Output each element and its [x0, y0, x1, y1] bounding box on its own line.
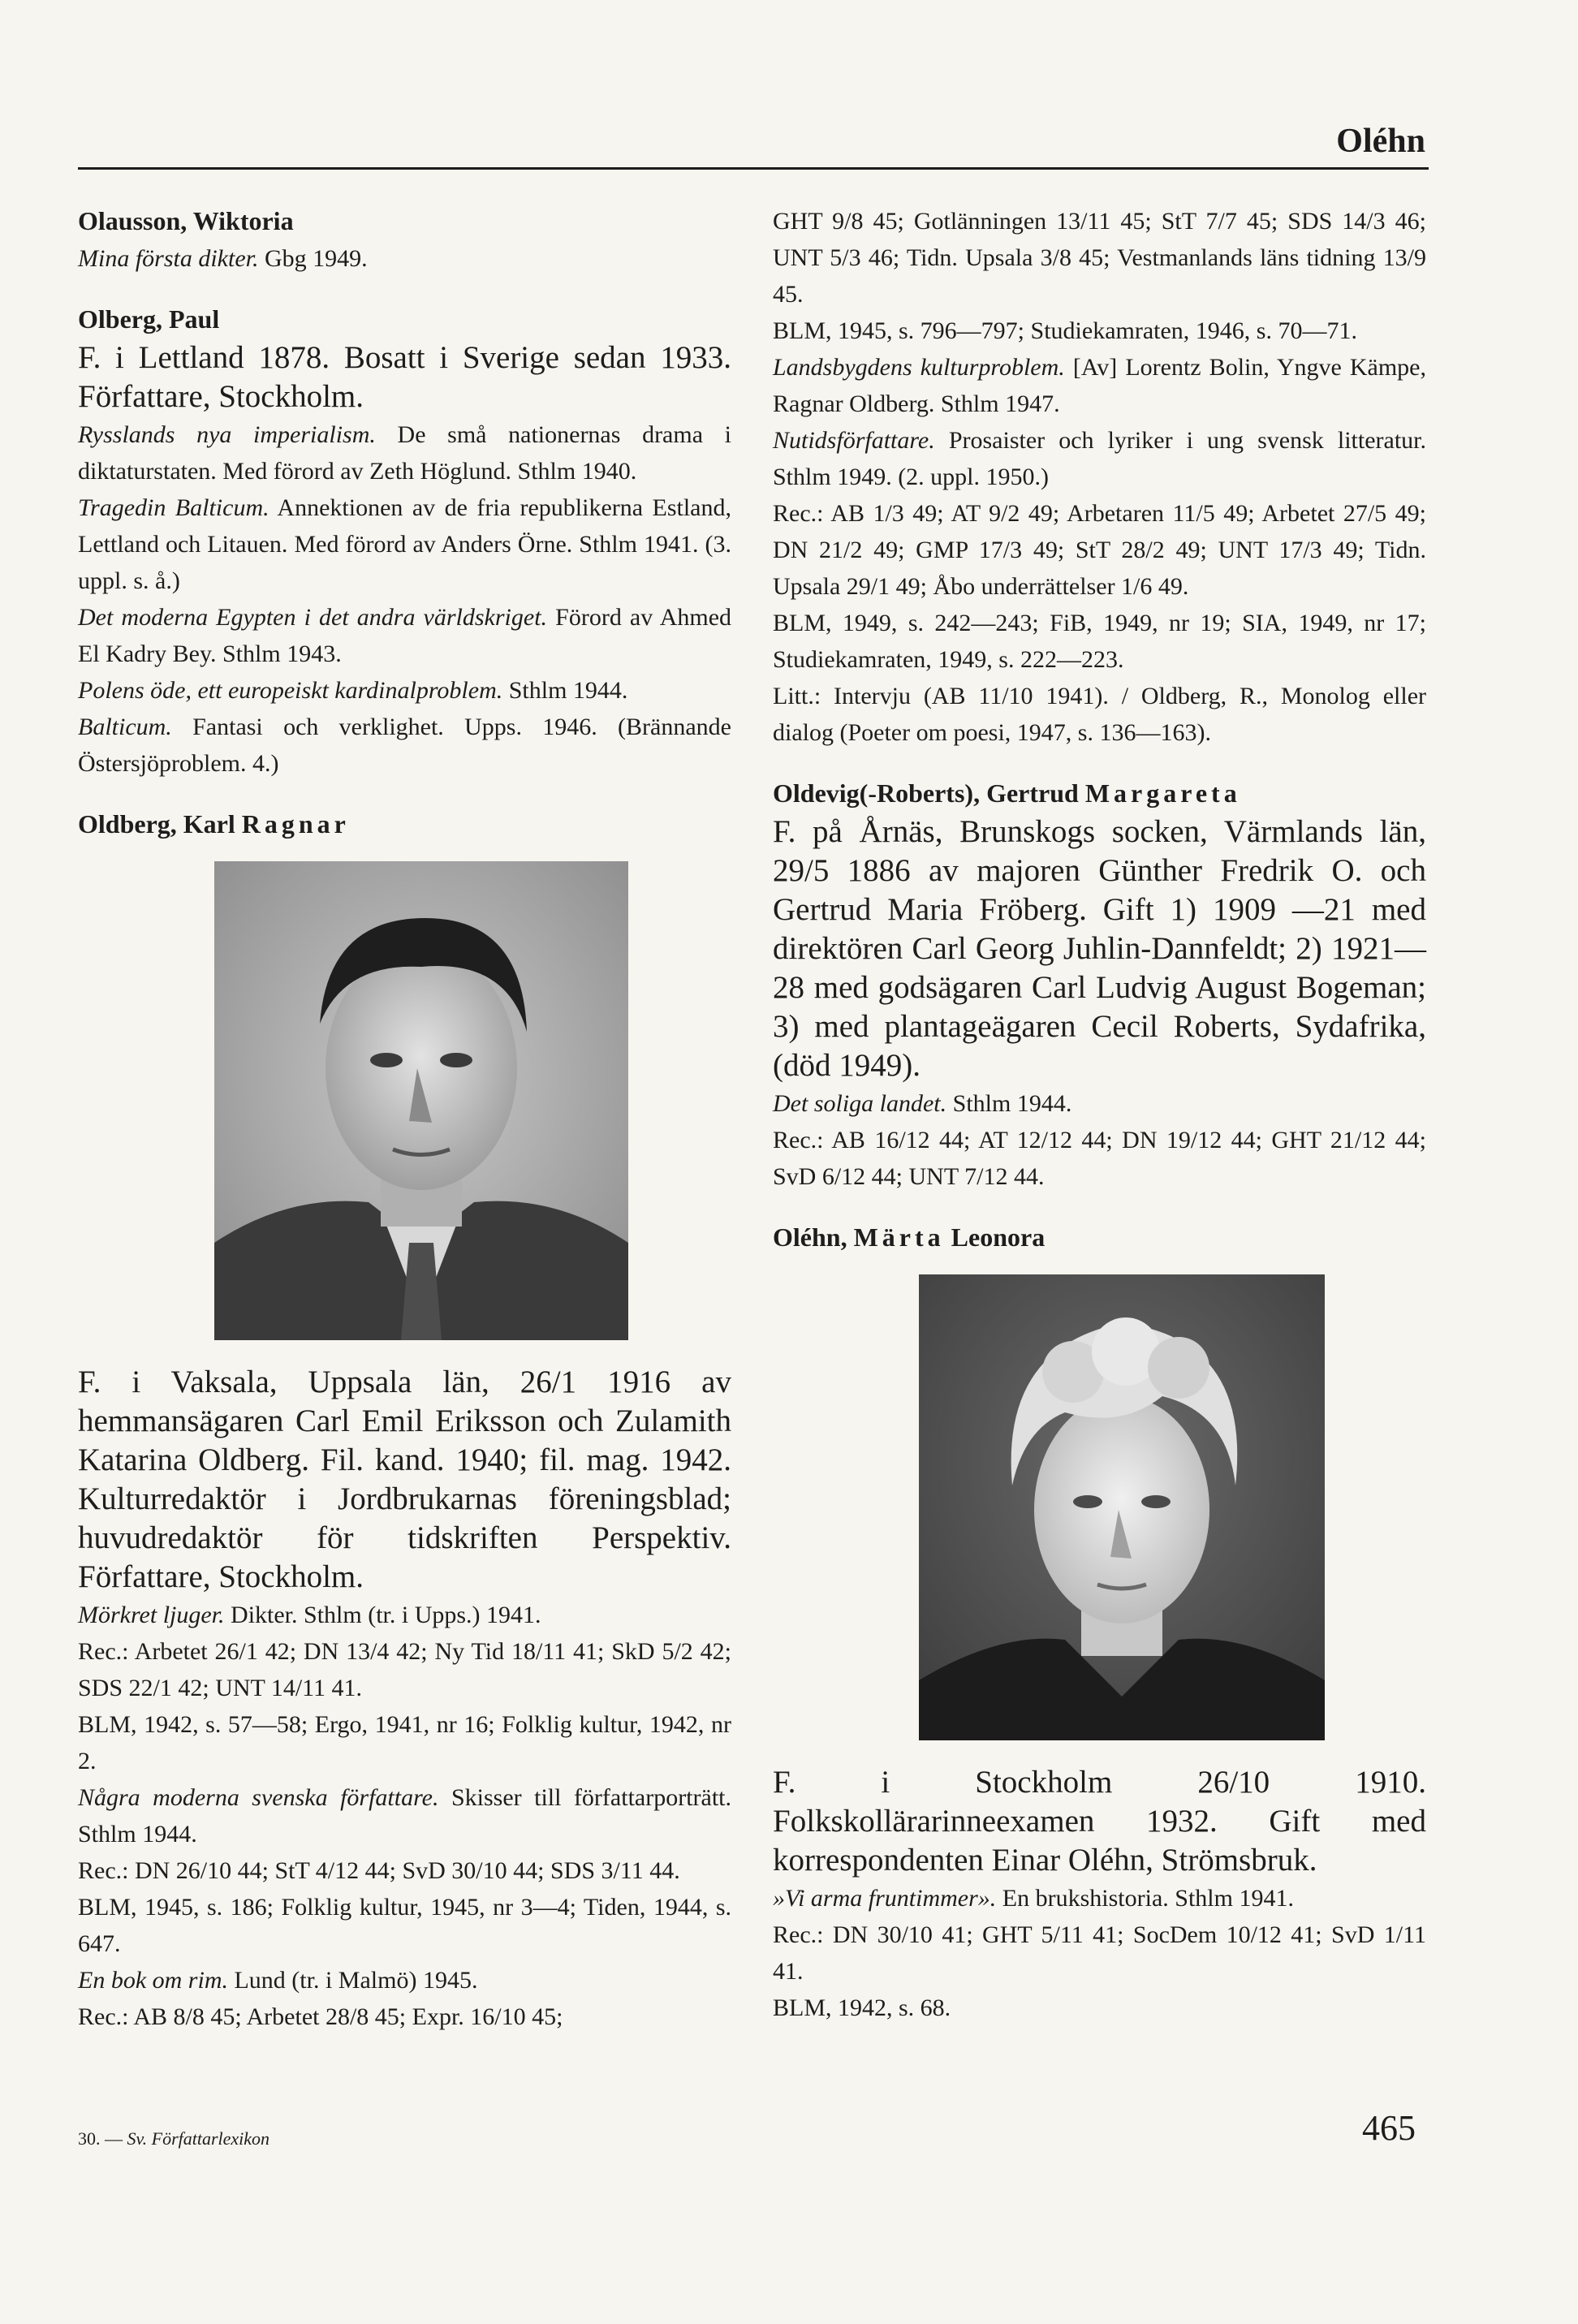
entry-olberg [78, 301, 731, 782]
work-line [78, 672, 731, 709]
work-text: Dikter. Sthlm (tr. i Upps.) 1941. [224, 1602, 541, 1628]
right-column [773, 203, 1426, 2026]
work-text: Gbg 1949. [258, 245, 368, 272]
work-text: Fantasi och verklighet. Upps. 1946. (Brännande Östersjöproblem. 4.) [78, 714, 731, 777]
work-line [78, 416, 731, 489]
review-text: Rec.: DN 30/10 41; GHT 5/11 41; SocDem 10/12 41; SvD 1/11 41. [773, 1921, 1426, 1985]
review-line [78, 1706, 731, 1779]
entry-name [773, 775, 1426, 811]
work-text: [Av] Lorentz Bolin, Yngve Kämpe, Ragnar Oldberg. Sthlm 1947. [773, 354, 1426, 417]
work-line [773, 1880, 1426, 1917]
work-line [78, 489, 731, 599]
literature-text: Litt.: Intervju (AB 11/10 1941). / Oldberg, R., Monolog eller dialog (Poeter om poesi, 1947, s. 136—163). [773, 683, 1426, 746]
review-line [773, 495, 1426, 605]
entry-oldberg-continued [773, 203, 1426, 751]
name-plain: Leonora [944, 1222, 1046, 1252]
review-text: Rec.: Arbetet 26/1 42; DN 13/4 42; Ny Tid 18/11 41; SkD 5/2 42; SDS 22/1 42; UNT 14/11 41. [78, 1638, 731, 1701]
work-title: Det moderna Egypten i det andra världskriget. [78, 604, 548, 631]
work-title: Polens öde, ett europeiskt kardinalproblem. [78, 677, 503, 704]
work-line [78, 709, 731, 782]
entry-name [773, 1219, 1426, 1255]
review-text: Rec.: AB 1/3 49; AT 9/2 49; Arbetaren 11/5 49; Arbetet 27/5 49; DN 21/2 49; GMP 17/3 49; StT 28/2 49; UNT 17/3 49; Tidn. Upsala 29/1 49; Åbo underrättelser 1/6 49. [773, 500, 1426, 600]
review-text: Rec.: DN 26/10 44; StT 4/12 44; SvD 30/10 44; SDS 3/11 44. [78, 1857, 680, 1884]
review-line [773, 1990, 1426, 2026]
entry-bio: F. i Lettland 1878. Bosatt i Sverige sedan 1933. Författare, Stockholm. [78, 340, 731, 414]
work-title: En bok om rim. [78, 1967, 228, 1994]
review-line [773, 313, 1426, 349]
work-text: Lund (tr. i Malmö) 1945. [227, 1967, 478, 1994]
work-text: Annektionen av de fria republikerna Estland, Lettland och Litauen. Med förord av Anders Örne. Sthlm 1941. (3. uppl. s. å.) [78, 494, 731, 594]
work-title: Mina första dikter. [78, 245, 259, 272]
work-line [773, 1085, 1426, 1122]
name-spaced: Margareta [1084, 778, 1241, 808]
work-line [78, 1779, 731, 1852]
work-title: Tragedin Balticum. [78, 494, 269, 521]
work-text: Sthlm 1944. [502, 677, 628, 704]
entry-bio: F. i Vaksala, Uppsala län, 26/1 1916 av hemmansägaren Carl Emil Eriksson och Zulamith Katarina Oldberg. Fil. kand. 1940; fil. mag. 1942. Kulturredaktör i Jordbrukarnas föreningsblad; huvudredaktör för tidskriften Perspektiv. Författare, Stockholm. [78, 1365, 731, 1594]
left-column [78, 203, 731, 2035]
review-line [78, 1889, 731, 1962]
work-title: Mörkret ljuger. [78, 1602, 225, 1628]
review-line [773, 605, 1426, 678]
entry-oldevig [773, 775, 1426, 1195]
review-line [773, 203, 1426, 313]
work-line [773, 349, 1426, 422]
work-line [773, 422, 1426, 495]
review-text: GHT 9/8 45; Gotlänningen 13/11 45; StT 7/7 45; SDS 14/3 46; UNT 5/3 46; Tidn. Upsala 3/8 45; Vestmanlands läns tidning 13/9 45. [773, 208, 1426, 308]
entry-bio: F. på Årnäs, Brunskogs socken, Värmlands län, 29/5 1886 av majoren Günther Fredrik O. och Gertrud Maria Fröberg. Gift 1) 1909 —21 med direktören Carl Georg Juhlin-Dannfeldt; 2) 1921—28 med godsägaren Carl Ludvig August Bogeman; 3) med plantageägaren Cecil Roberts, Sydafrika, (död 1949). [773, 814, 1426, 1083]
page-number: 465 [1362, 2108, 1416, 2148]
entry-name [78, 806, 731, 842]
portrait-man-icon [214, 861, 628, 1340]
entry-oldberg [78, 806, 731, 2035]
entry-bio: F. i Stockholm 26/10 1910. Folkskollärarinneexamen 1932. Gift med korrespondenten Einar Oléhn, Strömsbruk. [773, 1765, 1426, 1878]
name-plain: Oldberg, Karl [78, 809, 242, 839]
name-spaced: Ragnar [241, 809, 350, 839]
work-line [78, 1962, 731, 1998]
review-line [78, 1998, 731, 2035]
work-text: Förord av Ahmed El Kadry Bey. Sthlm 1943. [78, 604, 732, 667]
header-rule [78, 167, 1429, 170]
name-spaced: Märta [853, 1222, 945, 1252]
work-title: Nutidsförfattare. [773, 427, 935, 454]
name-plain: Oléhn, [773, 1222, 854, 1252]
review-text: BLM, 1942, s. 68. [773, 1994, 951, 2021]
review-text: BLM, 1949, s. 242—243; FiB, 1949, nr 19; SIA, 1949, nr 17; Studiekamraten, 1949, s. 222—223. [773, 610, 1426, 673]
review-line [773, 1917, 1426, 1990]
footer-signature [78, 2128, 269, 2149]
work-title: »Vi arma fruntimmer». [773, 1885, 997, 1912]
review-text: Rec.: AB 8/8 45; Arbetet 28/8 45; Expr. 16/10 45; [78, 2003, 563, 2030]
review-text: BLM, 1945, s. 186; Folklig kultur, 1945, nr 3—4; Tiden, 1944, s. 647. [78, 1894, 731, 1957]
footer-source: Sv. Författarlexikon [127, 2128, 270, 2149]
work-text: Skisser till författarporträtt. Sthlm 1944. [78, 1784, 732, 1848]
work-line [78, 599, 731, 672]
entry-olehn [773, 1219, 1426, 2026]
work-title: Rysslands nya imperialism. [78, 421, 376, 448]
name-plain: Oldevig(-Roberts), Gertrud [773, 778, 1085, 808]
work-line [78, 240, 731, 277]
work-text: Prosaister och lyriker i ung svensk litteratur. Sthlm 1949. (2. uppl. 1950.) [773, 427, 1426, 490]
signature-number: 30. — [78, 2128, 127, 2149]
work-text: En brukshistoria. Sthlm 1941. [996, 1885, 1294, 1912]
portrait-photo-oldberg [214, 861, 628, 1340]
review-text: BLM, 1945, s. 796—797; Studiekamraten, 1946, s. 70—71. [773, 317, 1357, 344]
work-title: Det soliga landet. [773, 1090, 947, 1117]
portrait-photo-olehn [919, 1274, 1325, 1740]
review-text: Rec.: AB 16/12 44; AT 12/12 44; DN 19/12 44; GHT 21/12 44; SvD 6/12 44; UNT 7/12 44. [773, 1127, 1426, 1190]
entry-olausson [78, 203, 731, 277]
work-title: Balticum. [78, 714, 172, 740]
review-line [78, 1852, 731, 1889]
running-head: Oléhn [1336, 123, 1425, 160]
work-line [78, 1597, 731, 1633]
entry-name: Olausson, Wiktoria [78, 206, 294, 235]
work-text: De små nationernas drama i diktaturstaten. Med förord av Zeth Höglund. Sthlm 1940. [78, 421, 731, 485]
work-title: Landsbygdens kulturproblem. [773, 354, 1065, 381]
review-text: BLM, 1942, s. 57—58; Ergo, 1941, nr 16; Folklig kultur, 1942, nr 2. [78, 1711, 731, 1774]
entry-name: Olberg, Paul [78, 304, 220, 334]
portrait-woman-icon [919, 1274, 1325, 1740]
work-title: Några moderna svenska författare. [78, 1784, 439, 1811]
work-text: Sthlm 1944. [946, 1090, 1072, 1117]
review-line [773, 1122, 1426, 1195]
literature-line [773, 678, 1426, 751]
review-line [78, 1633, 731, 1706]
